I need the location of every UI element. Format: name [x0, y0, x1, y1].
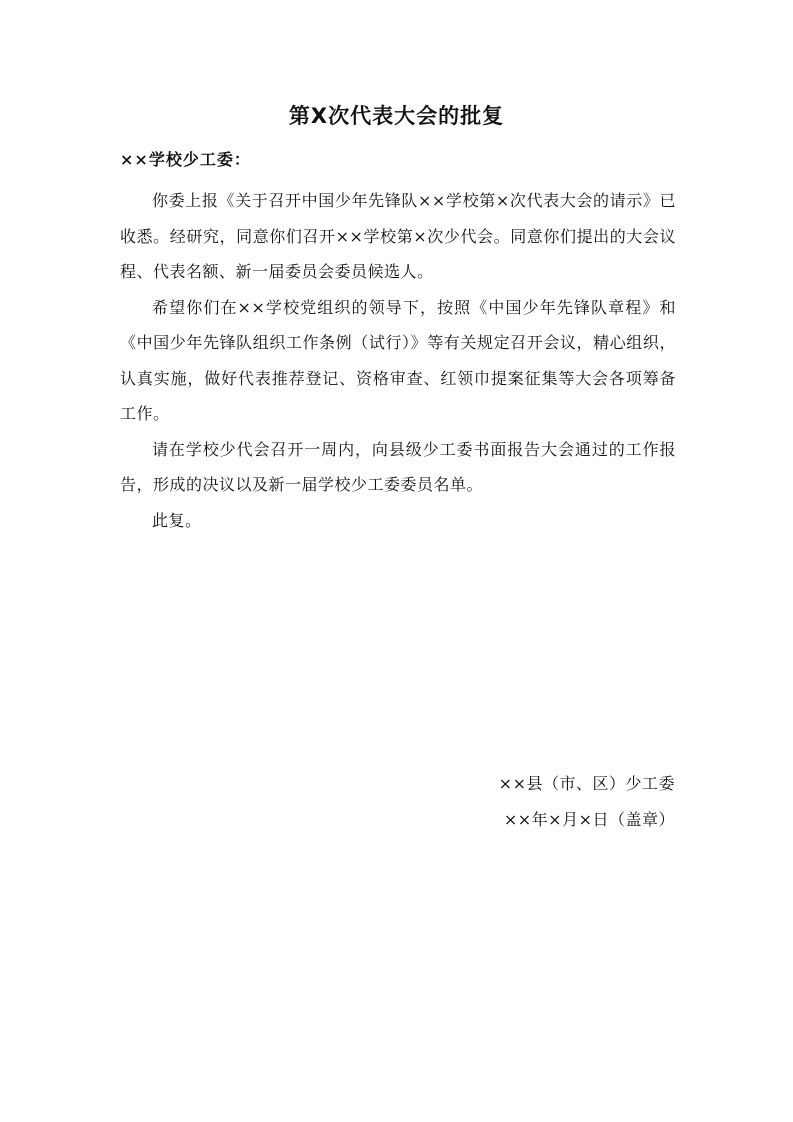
- paragraph-requirements: 希望你们在××学校党组织的领导下，按照《中国少年先锋队章程》和《中国少年先锋队组织工作条例（试行）》等有关规定召开会议，精心组织，认真实施，做好代表推荐登记、资格审查、红领巾提案征集等大会各项筹备工作。: [120, 297, 676, 423]
- signature-issuer: ××县（市、区）少工委: [498, 774, 675, 793]
- paragraph-report: 请在学校少代会召开一周内，向县级少工委书面报告大会通过的工作报告，形成的决议以及新一届学校少工委委员名单。: [120, 439, 676, 494]
- document-title: 第X次代表大会的批复: [288, 104, 505, 128]
- salutation: ××学校少工委：: [120, 150, 251, 169]
- signature-block: [415, 766, 675, 837]
- paragraph-approval: 你委上报《关于召开中国少年先锋队××学校第×次代表大会的请示》已收悉。经研究，同意你们召开××学校第×次少代会。同意你们提出的大会议程、代表名额、新一届委员会委员候选人。: [120, 191, 676, 281]
- paragraph-closing: 此复。: [152, 510, 202, 530]
- document-body: [120, 183, 676, 538]
- signature-date: ××年×月×日（盖章）: [503, 809, 675, 829]
